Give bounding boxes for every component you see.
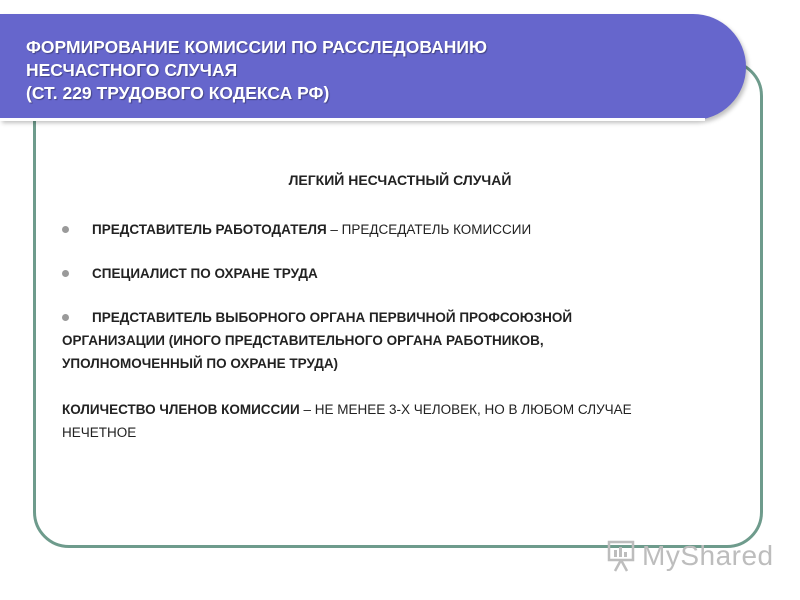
count-line-2: НЕЧЕТНОЕ — [62, 425, 137, 440]
title-banner — [0, 14, 746, 120]
item-line-2: ОРГАНИЗАЦИИ (ИНОГО ПРЕДСТАВИТЕЛЬНОГО ОРГАНА РАБОТНИКОВ, — [62, 333, 544, 348]
count-bold-text: КОЛИЧЕСТВО ЧЛЕНОВ КОМИССИИ — [62, 402, 300, 417]
count-text: – НЕ МЕНЕЕ 3-Х ЧЕЛОВЕК, НО В ЛЮБОМ СЛУЧАЕ — [299, 402, 632, 417]
watermark-text: MyShared — [642, 540, 774, 571]
title-line-2: НЕСЧАСТНОГО СЛУЧАЯ — [26, 60, 238, 80]
list-item-union-rep — [62, 306, 732, 375]
item-line-3: УПОЛНОМОЧЕННЫЙ ПО ОХРАНЕ ТРУДА) — [62, 356, 339, 371]
header-underline — [0, 118, 705, 121]
bullet-icon — [62, 226, 69, 233]
title-line-1: ФОРМИРОВАНИЕ КОМИССИИ ПО РАССЛЕДОВАНИЮ — [26, 37, 488, 57]
page-title — [26, 36, 646, 105]
presentation-board-icon — [606, 539, 636, 573]
item-text: – ПРЕДСЕДАТЕЛЬ КОМИССИИ — [326, 222, 532, 237]
watermark-logo — [606, 536, 776, 576]
bullet-icon — [62, 314, 69, 321]
list-item-employer-rep — [62, 218, 531, 241]
section-heading: ЛЕГКИЙ НЕСЧАСТНЫЙ СЛУЧАЙ — [288, 172, 512, 188]
item-bold-text: ПРЕДСТАВИТЕЛЬ РАБОТОДАТЕЛЯ — [92, 222, 327, 237]
list-item-safety-specialist — [62, 262, 318, 285]
content-frame — [33, 60, 763, 548]
member-count-note — [62, 398, 742, 444]
item-line-1: ПРЕДСТАВИТЕЛЬ ВЫБОРНОГО ОРГАНА ПЕРВИЧНОЙ ПРОФСОЮЗНОЙ — [92, 310, 573, 325]
title-line-3: (СТ. 229 ТРУДОВОГО КОДЕКСА РФ) — [26, 83, 330, 103]
bullet-icon — [62, 270, 69, 277]
item-bold-text: СПЕЦИАЛИСТ ПО ОХРАНЕ ТРУДА — [92, 266, 318, 281]
